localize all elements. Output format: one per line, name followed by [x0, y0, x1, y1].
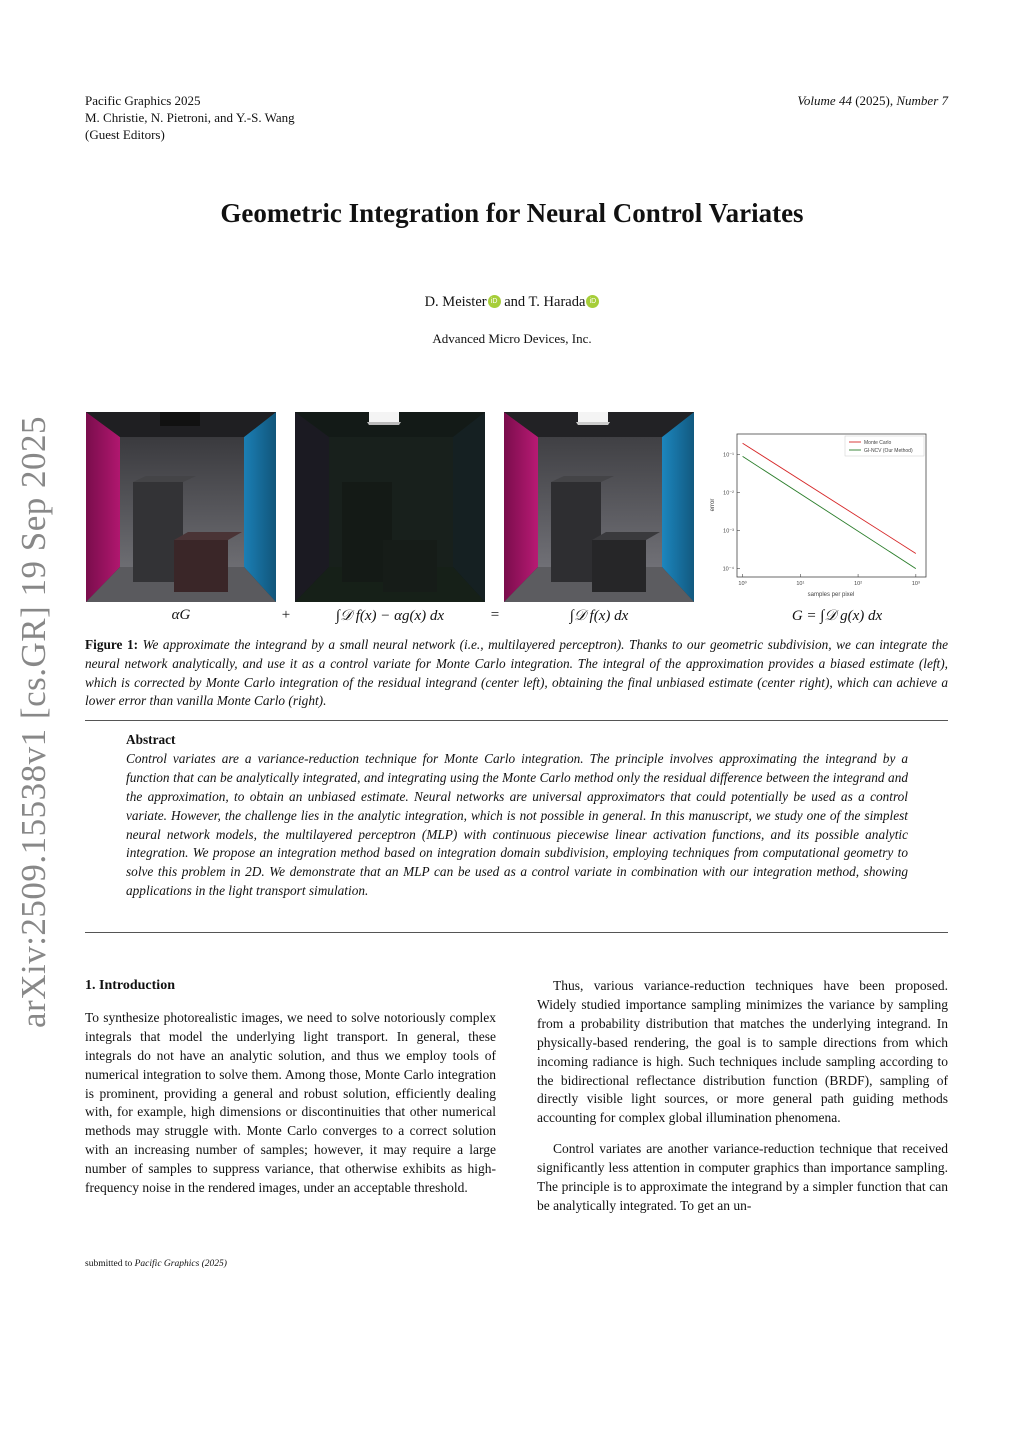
number-label: Number [896, 93, 939, 108]
right-column [537, 977, 948, 1216]
render-biased-estimate [86, 412, 276, 602]
paper-title: Geometric Integration for Neural Control Variates [220, 198, 804, 228]
conference-name: Pacific Graphics 2025 [85, 93, 201, 108]
label-alpha-g: αG [171, 607, 191, 623]
convergence-chart [705, 430, 930, 602]
editors: M. Christie, N. Pietroni, and Y.-S. Wang [85, 110, 295, 125]
y-tick-label: 10⁻⁴ [722, 566, 734, 573]
author-meister[interactable]: D. Meister [424, 294, 487, 310]
volume-label: Volume [797, 93, 836, 108]
x-tick-label: 10² [854, 581, 863, 587]
render-unbiased-estimate [504, 412, 694, 602]
footer-year: (2025) [201, 1259, 227, 1269]
x-tick-label: 10³ [911, 581, 920, 587]
author-line [0, 294, 1024, 311]
section-heading-introduction: 1. Introduction [85, 978, 175, 993]
divider [85, 932, 948, 933]
left-column [85, 977, 496, 1198]
y-tick-label: 10⁻³ [723, 528, 734, 535]
orcid-icon[interactable]: iD [488, 295, 501, 308]
figure-caption [85, 636, 948, 711]
caption-label: Figure 1: [85, 637, 139, 652]
author-conjunction: and [504, 294, 526, 310]
abstract-heading: Abstract [126, 732, 176, 747]
arxiv-stamp: arXiv:2509.15538v1 [cs.GR] 19 Sep 2025 [14, 415, 53, 1028]
volume-year: (2025), [855, 93, 894, 108]
label-integral: ∫𝒟 f(x) dx [569, 608, 629, 624]
legend-entry: Monte Carlo [864, 440, 892, 446]
label-equals: = [490, 607, 500, 623]
label-g-integral: G = ∫𝒟 g(x) dx [791, 608, 883, 624]
y-axis-label: error [710, 498, 716, 512]
footer-prefix: submitted to [85, 1259, 133, 1269]
abstract [126, 731, 908, 901]
abstract-text: Control variates are a variance-reduction technique for Monte Carlo integration. The principle involves approximating the integrand by a function that can be analytically integrated, and integrating using the Monte Carlo method only the residual difference between the integrand and the approximation, to obtain an unbiased estimate. Neural networks are universal approximators that could potentially be used as a control variate. However, the challenge lies in the analytic integration, which is not possible in general. In this manuscript, we study one of the simplest neural network models, the multilayered perceptron (MLP) with continuous piecewise linear activation functions, and its possible analytic integration. We propose an integration method based on integration domain subdivision, employing techniques from computational geometry to solve this problem in 2D. We demonstrate that an MLP can be used as a control variate in combination with our integration method, showing applications in the light transport simulation. [126, 750, 908, 899]
volume-number: 44 [838, 93, 852, 108]
intro-paragraph-3: Control variates are another variance-reduction technique that received significantly less attention in computer graphics than importance sampling. The principle is to approximate the integrand by a simpler function that can be analytically integrated. To get an un- [537, 1141, 948, 1213]
caption-text: We approximate the integrand by a small neural network (i.e., multilayered perceptron). Thanks to our geometric subdivision, we can integrate the neural network analytically, and use it as a control variate for Monte Carlo integration. The integral of the approximation provides a biased estimate (left), which is corrected by Monte Carlo integration of the residual integrand (center left), obtaining the final unbiased estimate (center right), which can achieve a lower error than vanilla Monte Carlo (right). [85, 637, 948, 709]
intro-paragraph-1: To synthesize photorealistic images, we need to solve notoriously complex integrals that model the underlying light transport. In general, these integrals do not have an analytic solution, and thus we employ tools of numerical integration to solve them. Among those, Monte Carlo integration is prominent, providing a general and robust solution, efficiently dealing with, for example, high dimensions or discontinuities that other numerical methods may struggle with. Monte Carlo converges to a correct solution with an increasing number of samples; however, it may require a large number of samples to suppress variance, that otherwise exhibits as high-frequency noise in the rendered images, under an acceptable threshold. [85, 1009, 496, 1196]
label-residual-integral: ∫𝒟 f(x) − αg(x) dx [335, 608, 445, 624]
render-residual [295, 412, 485, 602]
x-tick-label: 10¹ [796, 581, 805, 587]
divider [85, 720, 948, 721]
footer-venue: Pacific Graphics [134, 1259, 200, 1269]
y-tick-label: 10⁻¹ [723, 452, 734, 459]
running-header-left [85, 92, 295, 143]
issue-number: 7 [941, 93, 948, 108]
y-tick-label: 10⁻² [723, 490, 734, 497]
legend-entry: GI-NCV (Our Method) [864, 448, 913, 454]
label-plus: + [281, 607, 291, 623]
guest-editors: (Guest Editors) [85, 127, 165, 142]
x-tick-label: 10⁰ [738, 581, 747, 587]
x-axis-label: samples per pixel [807, 592, 855, 598]
page-footer [85, 1259, 227, 1269]
affiliation: Advanced Micro Devices, Inc. [432, 331, 592, 346]
running-header-right [797, 92, 948, 109]
author-harada[interactable]: T. Harada [528, 294, 586, 310]
orcid-icon[interactable]: iD [586, 295, 599, 308]
chart-plot [705, 430, 930, 602]
intro-paragraph-2: Thus, various variance-reduction techniques have been proposed. Widely studied importance sampling minimizes the variance by sampling from a probability distribution that matches the underlying integrand. In physically-based rendering, the goal is to sample directions from which incoming radiance is high. Such techniques include sampling according to the bidirectional reflectance distribution function (BRDF), sampling of directly visible light sources, or more general path guiding methods accounting for complex global illumination phenomena. [537, 978, 948, 1126]
